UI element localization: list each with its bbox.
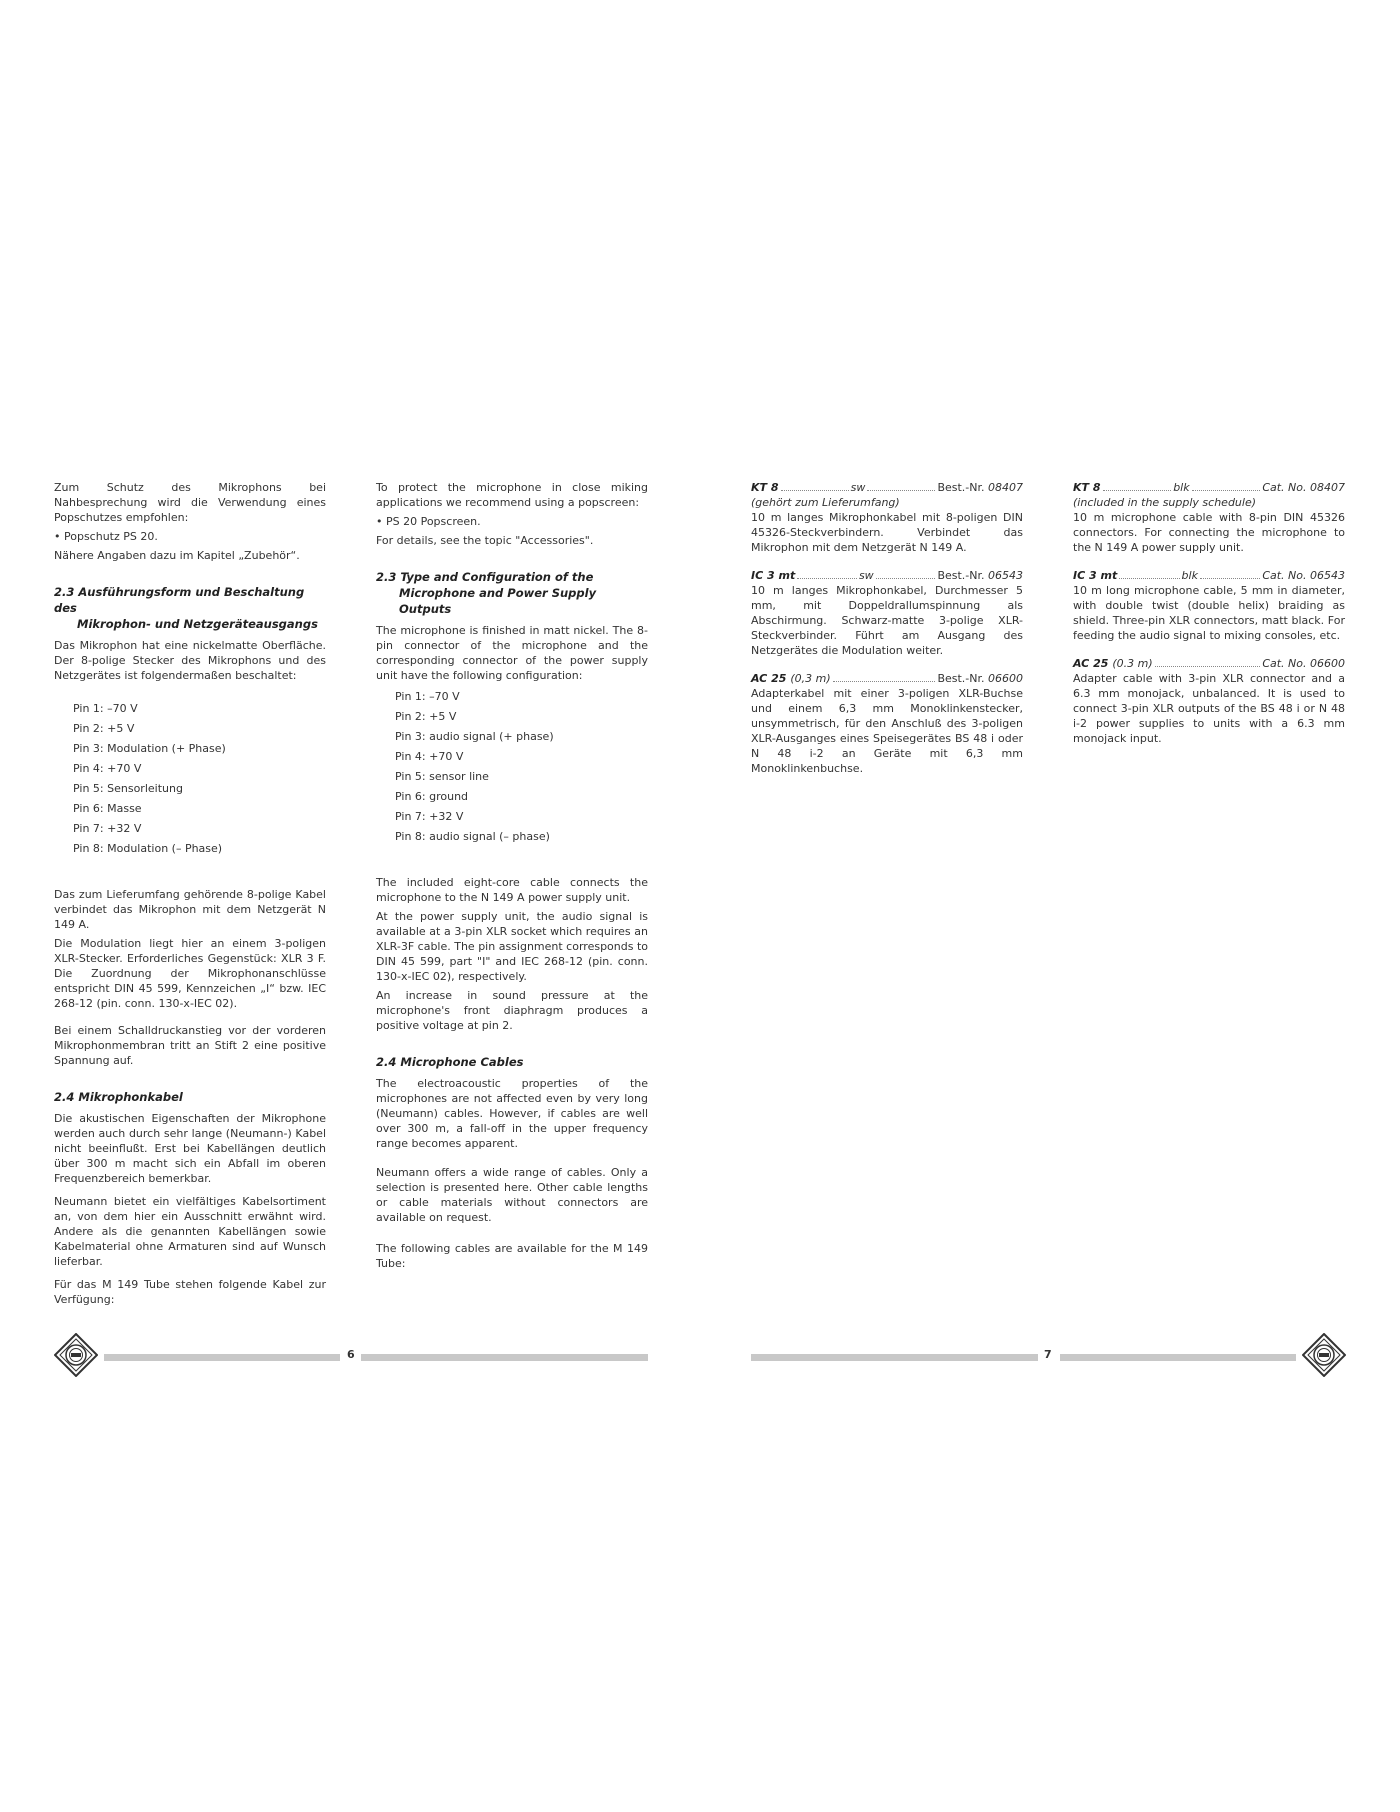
cable-entry-ic3mt: IC 3 mt blk Cat. No. 06543 10 m long microphone cable, 5 mm in diameter, with double twist (double helix) braiding as shield. Three-pin XLR connectors, matt black. For feeding the audio signal to mixing consoles, etc. [1073, 569, 1345, 642]
cables-text-c: The following cables are available for the M 149 Tube: [376, 1242, 648, 1270]
section-heading-2-3: 2.3 Type and Configuration of the Microphone and Power Supply Outputs [376, 570, 597, 616]
modulation-text: At the power supply unit, the audio signal is available at a 3-pin XLR socket which requires an XLR-3F cable. The pin assignment corresponds to DIN 45 599, part "I" and IEC 268-12 (pin. conn. 130-x-IEC 02), respectively. [376, 910, 649, 983]
page-number-left: 6 [347, 1348, 355, 1361]
pin-list [376, 687, 648, 847]
modulation-text: Die Modulation liegt hier an einem 3-poligen XLR-Stecker. Erforderliches Gegenstück: XLR 3 F. Die Zuordnung der Mikrophonanschlüsse entspricht DIN 45 599, Kennzeichen „I“ bzw. IEC 268-12 (pin. conn. 130-x-IEC 02). [54, 937, 326, 1010]
cable-entry-ac25: AC 25 (0.3 m) Cat. No. 06600 Adapter cable with 3-pin XLR connector and a 6.3 mm monojack, unbalanced. It is used to connect 3-pin XLR outputs of the BS 48 i or N 48 i-2 power supplies to units with a 6.3 mm monojack input. [1073, 657, 1345, 745]
column-german-right [751, 480, 1023, 789]
column-english-left [376, 480, 648, 1275]
pin-item: Pin 7: +32 V [73, 822, 142, 835]
footer-rule-left-a [104, 1354, 340, 1361]
section-heading-2-3: 2.3 Ausführungsform und Beschaltung des Mikrophon- und Netzgeräteausgangs [54, 585, 318, 631]
cable-text: Das zum Lieferumfang gehörende 8-polige Kabel verbindet das Mikrophon mit dem Netzgerät N 149 A. [54, 888, 326, 931]
footer-rule-right-b [1060, 1354, 1296, 1361]
cables-text-c: Für das M 149 Tube stehen folgende Kabel zur Verfügung: [54, 1278, 326, 1306]
intro-text: To protect the microphone in close miking applications we recommend using a popscreen: [376, 481, 648, 509]
more-info: For details, see the topic "Accessories". [376, 534, 594, 547]
intro-text: Zum Schutz des Mikrophons bei Nahbesprechung wird die Verwendung eines Popschutzes empfohlen: [54, 481, 326, 524]
neumann-logo-icon [54, 1333, 98, 1377]
pin-item: Pin 2: +5 V [395, 710, 457, 723]
pin-item: Pin 5: Sensorleitung [73, 782, 183, 795]
section-heading-2-4: 2.4 Microphone Cables [376, 1055, 524, 1069]
pin-item: Pin 3: Modulation (+ Phase) [73, 742, 226, 755]
pin-item: Pin 4: +70 V [73, 762, 142, 775]
pressure-text: Bei einem Schalldruckanstieg vor der vorderen Mikrophonmembran tritt an Stift 2 eine positive Spannung auf. [54, 1024, 326, 1067]
pin-item: Pin 7: +32 V [395, 810, 464, 823]
config-text: Das Mikrophon hat eine nickelmatte Oberfläche. Der 8-polige Stecker des Mikrophons und des Netzgerätes ist folgendermaßen beschaltet: [54, 639, 326, 682]
bullet-item: • Popschutz PS 20. [54, 530, 158, 543]
pin-item: Pin 8: Modulation (– Phase) [73, 842, 223, 855]
cable-text: The included eight-core cable connects the microphone to the N 149 A power supply unit. [376, 876, 648, 904]
cable-entry-ac25: AC 25 (0,3 m) Best.-Nr. 06600 Adapterkabel mit einer 3-poligen XLR-Buchse und einem 6,3 mm Monoklinkenstecker, unsymmetrisch, für den Anschluß des 3-poligen XLR-Ausganges eines Speisegerätes BS 48 i oder N 48 i-2 an Geräte mit 6,3 mm Monoklinkenbuchse. [751, 672, 1023, 775]
bullet-item: • PS 20 Popscreen. [376, 515, 481, 528]
section-heading-2-4: 2.4 Mikrophonkabel [54, 1090, 183, 1104]
neumann-logo-icon [1302, 1333, 1346, 1377]
footer-rule-right-a [751, 1354, 1038, 1361]
cable-entry-ic3mt: IC 3 mt sw Best.-Nr. 06543 10 m langes Mikrophonkabel, Durchmesser 5 mm, mit Doppeldrallumspinnung als Abschirmung. Schwarz-matte 3-polige XLR-Steckverbinder. Führt am Ausgang des Netzgerätes die Modulation weiter. [751, 569, 1023, 657]
pressure-text: An increase in sound pressure at the microphone's front diaphragm produces a positive voltage at pin 2. [376, 989, 648, 1032]
cable-entry-kt8: KT 8 sw Best.-Nr. 08407 (gehört zum Lieferumfang) 10 m langes Mikrophonkabel mit 8-poligen DIN 45326-Steckverbindern. Verbindet das Mikrophon mit dem Netzgerät N 149 A. [751, 481, 1023, 554]
pin-item: Pin 8: audio signal (– phase) [395, 830, 550, 843]
pin-item: Pin 4: +70 V [395, 750, 464, 763]
cable-entry-kt8: KT 8 blk Cat. No. 08407 (included in the supply schedule) 10 m microphone cable with 8-pin DIN 45326 connectors. For connecting the microphone to the N 149 A power supply unit. [1073, 481, 1345, 554]
cables-text-a: The electroacoustic properties of the microphones are not affected even by very long (Neumann) cables. However, if cables are well over 300 m, a fall-off in the upper frequency range becomes apparent. [376, 1077, 648, 1150]
pin-item: Pin 1: –70 V [73, 702, 138, 715]
cables-text-a: Die akustischen Eigenschaften der Mikrophone werden auch durch sehr lange (Neumann-) Kabel nicht beeinflußt. Erst bei Kabellängen deutlich über 300 m macht sich ein Abfall im oberen Frequenzbereich bemerkbar. [54, 1112, 326, 1185]
pin-item: Pin 2: +5 V [73, 722, 135, 735]
config-text: The microphone is finished in matt nickel. The 8-pin connector of the microphone and the corresponding connector of the power supply unit have the following configuration: [376, 624, 648, 682]
column-english-right [1073, 480, 1345, 759]
pin-list [54, 699, 326, 859]
pin-item: Pin 1: –70 V [395, 690, 460, 703]
pin-item: Pin 3: audio signal (+ phase) [395, 730, 554, 743]
footer-rule-left-b [361, 1354, 648, 1361]
more-info: Nähere Angaben dazu im Kapitel „Zubehör“. [54, 549, 300, 562]
pin-item: Pin 6: ground [395, 790, 469, 803]
cables-text-b: Neumann offers a wide range of cables. Only a selection is presented here. Other cable lengths or cable materials without connectors are available on request. [376, 1166, 648, 1224]
pin-item: Pin 5: sensor line [395, 770, 489, 783]
pin-item: Pin 6: Masse [73, 802, 142, 815]
column-german-left [54, 480, 326, 1311]
page-number-right: 7 [1044, 1348, 1052, 1361]
cables-text-b: Neumann bietet ein vielfältiges Kabelsortiment an, von dem hier ein Ausschnitt erwähnt wird. Andere als die genannten Kabellängen sowie Kabelmaterial ohne Armaturen sind auf Wunsch lieferbar. [54, 1195, 326, 1268]
